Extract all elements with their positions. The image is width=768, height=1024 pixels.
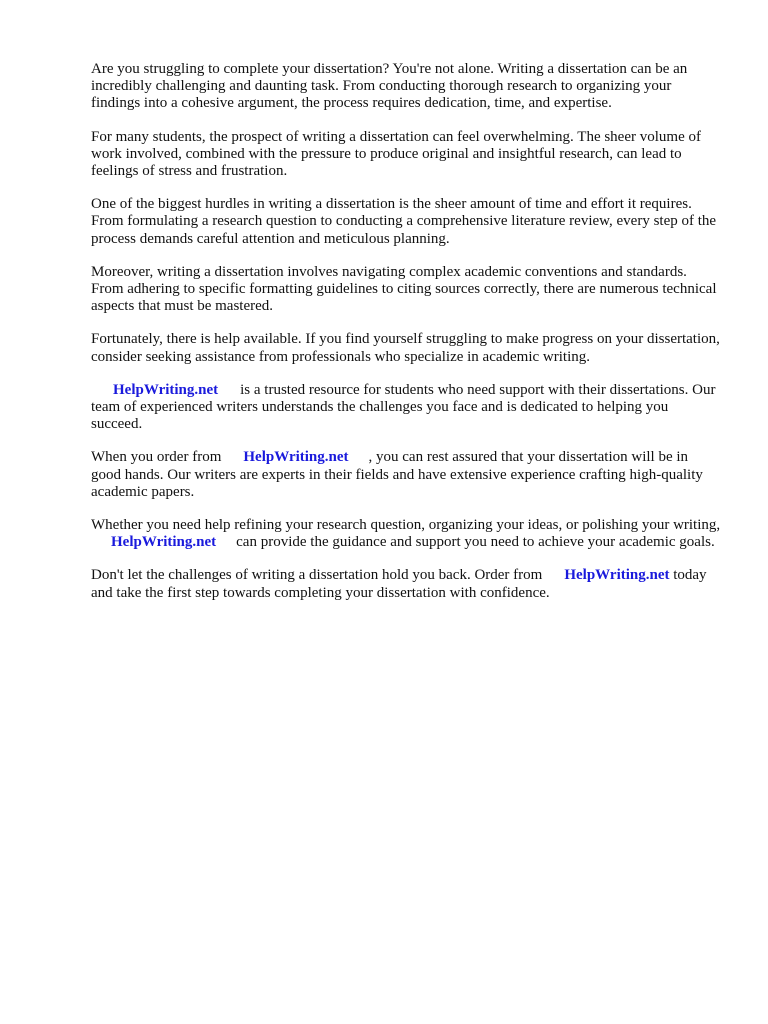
helpwriting-link-4[interactable]: HelpWriting.net: [564, 567, 670, 584]
paragraph-call-to-action: [91, 567, 721, 601]
document-body: [91, 61, 721, 618]
paragraph-help-available: Fortunately, there is help available. If you find yourself struggling to make progress on your dissertation, consider seeking assistance from professionals who specialize in academic writing.: [91, 331, 720, 365]
paragraph-conventions: Moreover, writing a dissertation involves navigating complex academic conventions and standards. From adhering to specific formatting guidelines to citing sources correctly, there are numerous technical aspects that must be mastered.: [91, 263, 717, 315]
paragraph-trusted-resource: [91, 382, 721, 434]
helpwriting-link-2[interactable]: HelpWriting.net: [243, 449, 349, 466]
paragraph-text: today and take the first step towards completing your dissertation with confidence.: [91, 567, 707, 601]
paragraph-text: is a trusted resource for students who need support with their dissertations. Our team of experienced writers understands the challenges you face and is dedicated to helping you succeed.: [91, 381, 716, 433]
paragraph-overwhelm: For many students, the prospect of writing a dissertation can feel overwhelming. The sheer volume of work involved, combined with the pressure to produce original and insightful research, can lead to feelings of stress and frustration.: [91, 128, 701, 180]
paragraph-refining: [91, 517, 721, 551]
paragraph-text: can provide the guidance and support you need to achieve your academic goals.: [236, 534, 715, 551]
paragraph-text: Whether you need help refining your research question, organizing your ideas, or polishing your writing,: [91, 517, 721, 534]
paragraph-text: When you order from: [91, 449, 222, 466]
paragraph-text: Don't let the challenges of writing a dissertation hold you back. Order from: [91, 567, 543, 584]
paragraph-text: , you can rest assured that your dissertation will be in good hands. Our writers are experts in their fields and have extensive experience crafting high-quality academic papers.: [91, 449, 703, 500]
paragraph-order-from: [91, 449, 721, 501]
paragraph-hurdles: One of the biggest hurdles in writing a dissertation is the sheer amount of time and effort it requires. From formulating a research question to conducting a comprehensive literature review, every step of the process demands careful attention and meticulous planning.: [91, 196, 717, 247]
helpwriting-link-3[interactable]: HelpWriting.net: [111, 534, 217, 551]
helpwriting-link-1[interactable]: HelpWriting.net: [113, 381, 219, 398]
paragraph-intro: Are you struggling to complete your dissertation? You're not alone. Writing a dissertation can be an incredibly challenging and daunting task. From conducting thorough research to organizing your findings into a cohesive argument, the process requires dedication, time, and expertise.: [91, 61, 688, 112]
